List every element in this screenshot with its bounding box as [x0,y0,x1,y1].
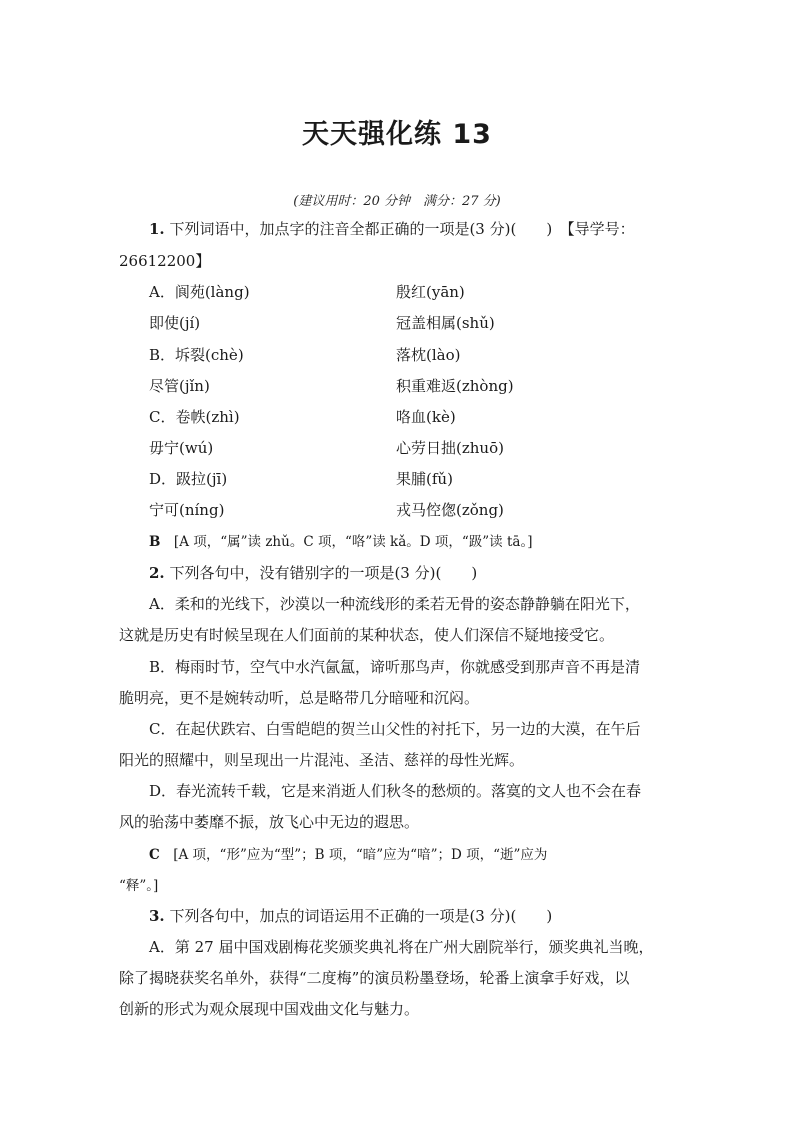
answer-letter: C [149,847,160,863]
q1-option-c-right: 咯血(kè) [396,408,456,426]
q1-option-d-left: D．趿拉(jī) [149,470,228,488]
answer-explanation: [A 项，“形”应为“型”；B 项，“暗”应为“喑”；D 项，“逝”应为 [173,847,548,863]
q1-option-d-right: 果脯(fǔ) [396,470,453,488]
q1-option-c-left: C．卷帙(zhì) [149,408,240,426]
q1-option-a-left: A．阆苑(làng) [149,283,250,301]
q1-option-d2-left: 宁可(níng) [149,501,225,519]
q2-option-a-line1: A．柔和的光线下，沙漠以一种流线形的柔若无骨的姿态静静躺在阳光下， [149,595,640,613]
q2-option-c-line1: C．在起伏跌宕、白雪皑皑的贺兰山父性的衬托下，另一边的大漠，在午后 [149,720,641,738]
q1-option-d2-right: 戎马倥偬(zǒng) [396,501,504,519]
q2-option-d-line1: D．春光流转千载，它是来消逝人们秋冬的愁烦的。落寞的文人也不会在春 [149,782,642,800]
q1-option-b-right: 落枕(lào) [396,346,461,364]
q2-option-c-line2: 阳光的照耀中，则呈现出一片混沌、圣洁、慈祥的母性光辉。 [119,751,525,769]
q1-option-a2-left: 即使(jí) [149,314,201,332]
q3-option-a-line3: 创新的形式为观众展现中国戏曲文化与魅力。 [119,1000,420,1018]
q3-option-a-line2: 除了揭晓获奖名单外，获得“二度梅”的演员粉墨登场，轮番上演拿手好戏，以 [119,969,630,987]
q2-option-a-line2: 这就是历史有时候呈现在人们面前的某种状态，使人们深信不疑地接受它。 [119,626,615,644]
question-number: 3. [149,907,165,925]
q1-option-b2-right: 积重难返(zhòng) [396,377,514,395]
q1-option-b2-left: 尽管(jǐn) [149,377,210,395]
question-text: 下列词语中，加点字的注音全都正确的一项是(3 分)( ) 【导学号： [169,220,635,238]
q3-option-a-line1: A．第 27 届中国戏剧梅花奖颁奖典礼将在广州大剧院举行，颁奖典礼当晚， [149,938,654,956]
q1-option-a2-right: 冠盖相属(shǔ) [396,314,495,332]
question-number: 2. [149,564,165,582]
question-1-stem-continued: 26612200】 [119,252,211,270]
question-2-stem [149,563,477,583]
answer-explanation: [A 项，“属”读 zhǔ。C 项，“咯”读 kǎ。D 项，“趿”读 tā。] [173,534,533,550]
q2-option-d-line2: 风的骀荡中萎靡不振，放飞心中无边的遐思。 [119,813,420,831]
question-number: 1. [149,220,165,238]
q1-option-c2-left: 毋宁(wú) [149,439,214,457]
page-subtitle: (建议用时：20 分钟 满分：27 分) [293,194,501,209]
question-text: 下列各句中，加点的词语运用不正确的一项是(3 分)( ) [169,907,553,925]
q1-option-b-left: B．坼裂(chè) [149,346,244,364]
q2-option-b-line2: 脆明亮，更不是婉转动听，总是略带几分暗哑和沉闷。 [119,689,480,707]
q1-option-c2-right: 心劳日拙(zhuō) [396,439,504,457]
q2-answer-continued: “释”。] [119,878,159,894]
q1-answer [149,532,532,552]
q2-answer [149,845,547,865]
q1-option-a-right: 殷红(yān) [396,283,465,301]
question-text: 下列各句中，没有错别字的一项是(3 分)( ) [169,564,478,582]
question-1-stem [149,219,635,239]
question-3-stem [149,906,552,926]
q2-option-b-line1: B．梅雨时节，空气中水汽氤氲，谛听那鸟声，你就感受到那声音不再是清 [149,658,641,676]
answer-letter: B [149,534,161,550]
page-title: 天天强化练 13 [302,119,492,150]
